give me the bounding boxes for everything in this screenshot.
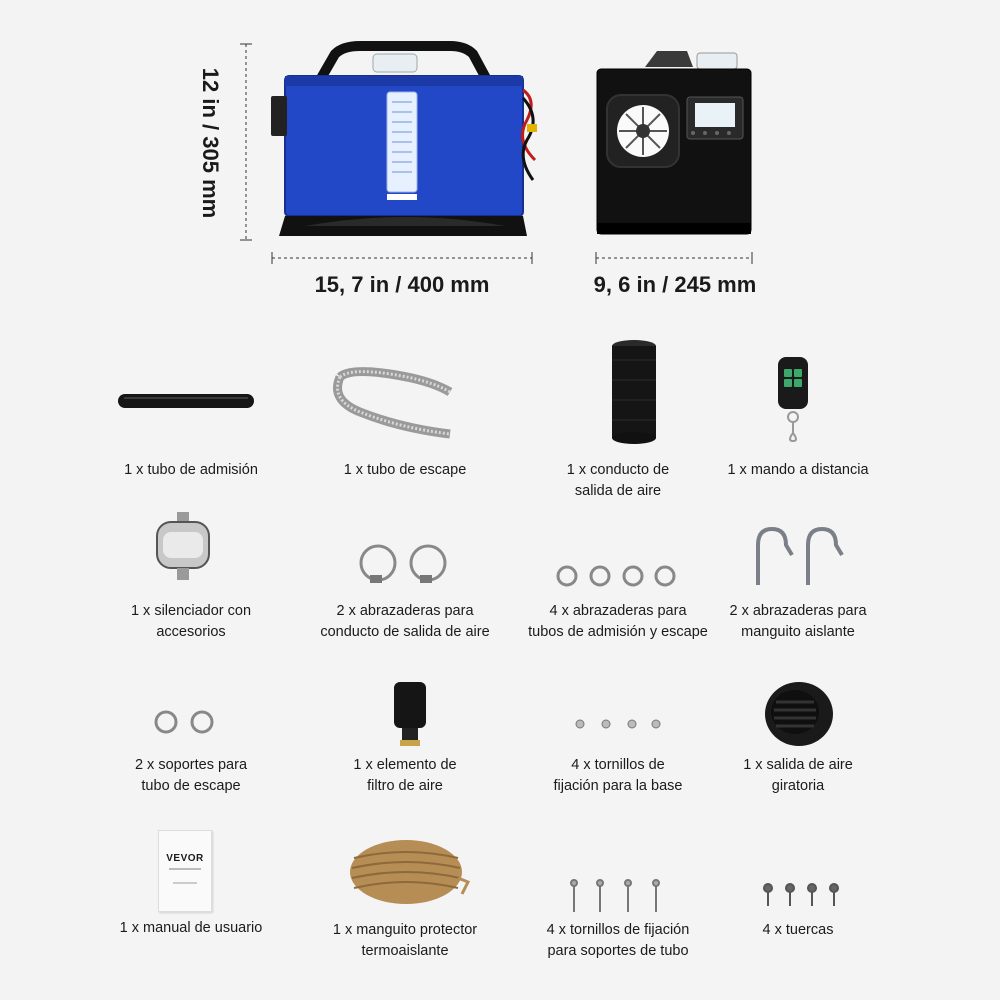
- side-width-dimension-line: [596, 252, 752, 264]
- item-caption: 1 x mando a distancia: [727, 462, 869, 478]
- bracket-screws-image: [566, 878, 666, 914]
- item-caption: 1 x tubo de admisión: [124, 462, 258, 478]
- intake-tube-image: [118, 390, 254, 414]
- height-dimension-line: [240, 44, 252, 240]
- base-screws-image: [572, 716, 664, 732]
- item-caption: 4 x tornillos de fijación para la base: [553, 757, 683, 794]
- front-width-dimension-line: [272, 252, 532, 264]
- thermal-sleeve-image: [346, 836, 470, 908]
- front-width-label: 15, 7 in / 400 mm: [314, 272, 490, 297]
- item-caption: 4 x abrazaderas para tubos de admisión y escape: [528, 603, 708, 640]
- item-caption: 1 x silenciador con accesorios: [130, 603, 252, 640]
- exhaust-tube-image: [330, 372, 460, 442]
- remote-control-image: [776, 355, 812, 443]
- air-duct-image: [610, 340, 658, 444]
- item-caption: 4 x tornillos de fijación para soportes de tubo: [546, 922, 690, 959]
- item-caption: 2 x abrazaderas para conducto de salida de aire: [320, 603, 490, 640]
- air-filter-image: [390, 682, 430, 750]
- height-dimension-label: 12 in / 305 mm: [198, 67, 223, 219]
- item-caption: 1 x manual de usuario: [119, 920, 263, 936]
- tube-clamps-image: [555, 560, 677, 590]
- item-caption: 1 x manguito protector termoaislante: [332, 922, 478, 959]
- heater-side-image: [595, 45, 755, 240]
- item-caption: 2 x abrazaderas para manguito aislante: [729, 603, 867, 640]
- item-caption: 1 x conducto de salida de aire: [566, 462, 670, 499]
- item-caption: 2 x soportes para tubo de escape: [134, 757, 248, 794]
- exhaust-brackets-image: [152, 706, 218, 736]
- rotating-air-outlet-image: [762, 678, 836, 748]
- user-manual-image: [158, 830, 212, 912]
- vevor-logo: VEVOR: [166, 853, 204, 864]
- side-width-label: 9, 6 in / 245 mm: [593, 272, 757, 297]
- sleeve-clamps-image: [748, 525, 848, 589]
- muffler-image: [153, 512, 213, 582]
- item-caption: 1 x salida de aire giratoria: [743, 757, 853, 794]
- nuts-image: [760, 882, 840, 908]
- item-caption: 1 x elemento de filtro de aire: [353, 757, 457, 794]
- item-caption: 4 x tuercas: [762, 922, 834, 938]
- heater-front-image: [265, 40, 540, 240]
- duct-clamps-image: [358, 543, 450, 587]
- item-caption: 1 x tubo de escape: [343, 462, 467, 478]
